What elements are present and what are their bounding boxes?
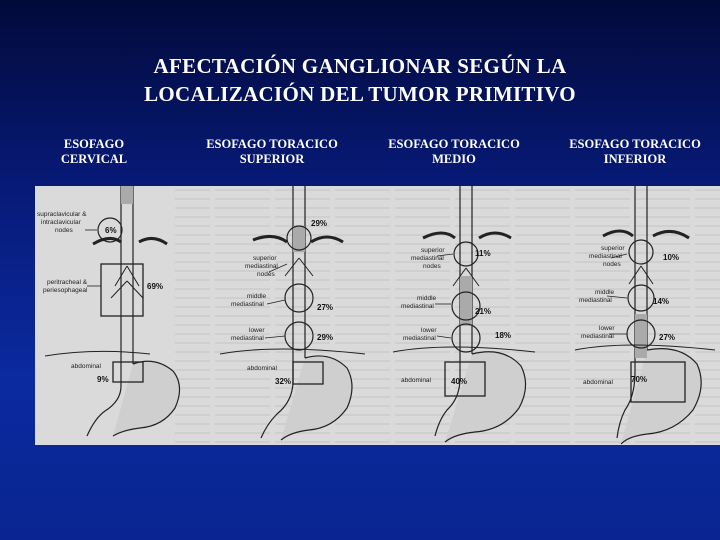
- label-mediastinal: mediastinal: [589, 253, 622, 260]
- value-abdominal: 70%: [631, 375, 648, 384]
- label-mediastinal: mediastinal: [231, 335, 264, 342]
- label-abdominal: abdominal: [401, 377, 431, 384]
- column-header-cervical: [9, 137, 179, 167]
- value-superior: 11%: [475, 249, 491, 258]
- label-mediastinal: mediastinal: [411, 255, 444, 262]
- label-mediastinal: mediastinal: [401, 303, 434, 310]
- value-abdominal: 32%: [275, 377, 292, 386]
- label-lower: lower: [599, 325, 615, 332]
- column-header-line-2: INFERIOR: [603, 152, 667, 166]
- title-line-2: LOCALIZACIÓN DEL TUMOR PRIMITIVO: [144, 82, 576, 106]
- value-abdominal: 40%: [451, 377, 468, 386]
- label-mediastinal: mediastinal: [231, 301, 264, 308]
- value-abdominal: 9%: [97, 375, 109, 384]
- tumor-upper: [293, 226, 305, 252]
- column-header-line-1: ESOFAGO TORACICO: [569, 137, 701, 151]
- value-superior: 10%: [663, 253, 680, 262]
- value-middle: 14%: [653, 297, 670, 306]
- column-header-line-2: SUPERIOR: [239, 152, 305, 166]
- column-header-thoracic-upper: [187, 137, 357, 167]
- lymph-node-diagram-panel: [35, 186, 720, 445]
- tumor-middle: [460, 276, 472, 326]
- column-header-thoracic-middle: [369, 137, 539, 167]
- label-middle: middle: [595, 289, 615, 296]
- label-nodes: nodes: [257, 271, 275, 278]
- label-superior: superior: [421, 247, 445, 254]
- value-supraclavicular: 6%: [105, 226, 117, 235]
- label-peritracheal: peritracheal &: [47, 279, 88, 286]
- label-lower: lower: [421, 327, 437, 334]
- label-nodes: nodes: [423, 263, 441, 270]
- lymph-node-diagrams: [35, 186, 720, 445]
- label-intraclavicular: intraclavicular: [41, 219, 81, 226]
- title-line-1: AFECTACIÓN GANGLIONAR SEGÚN LA: [153, 54, 567, 78]
- column-header-thoracic-lower: [550, 137, 720, 167]
- label-supraclavicular: supraclavicular &: [37, 211, 87, 218]
- value-middle: 21%: [475, 307, 492, 316]
- label-nodes: nodes: [55, 227, 73, 234]
- value-middle: 27%: [317, 303, 334, 312]
- value-lower: 18%: [495, 331, 512, 340]
- label-abdominal: abdominal: [71, 363, 101, 370]
- label-middle: middle: [417, 295, 437, 302]
- slide-title: [0, 52, 720, 108]
- column-header-line-1: ESOFAGO TORACICO: [206, 137, 338, 151]
- label-periesophageal: periesophageal: [43, 287, 88, 294]
- label-nodes: nodes: [603, 261, 621, 268]
- value-periesophageal: 69%: [147, 282, 164, 291]
- value-lower: 29%: [317, 333, 334, 342]
- label-superior: superior: [601, 245, 625, 252]
- label-middle: middle: [247, 293, 267, 300]
- column-header-line-1: ESOFAGO TORACICO: [388, 137, 520, 151]
- label-mediastinal: mediastinal: [579, 297, 612, 304]
- label-mediastinal: mediastinal: [581, 333, 614, 340]
- column-header-line-2: MEDIO: [432, 152, 476, 166]
- label-superior: superior: [253, 255, 277, 262]
- label-lower: lower: [249, 327, 265, 334]
- column-header-line-2: CERVICAL: [60, 152, 128, 166]
- tumor-cervical: [121, 186, 133, 204]
- label-mediastinal: mediastinal: [403, 335, 436, 342]
- label-abdominal: abdominal: [583, 379, 613, 386]
- column-header-line-1: ESOFAGO: [63, 137, 125, 151]
- label-abdominal: abdominal: [247, 365, 277, 372]
- value-superior: 29%: [311, 219, 328, 228]
- value-lower: 27%: [659, 333, 676, 342]
- label-mediastinal: mediastinal: [245, 263, 278, 270]
